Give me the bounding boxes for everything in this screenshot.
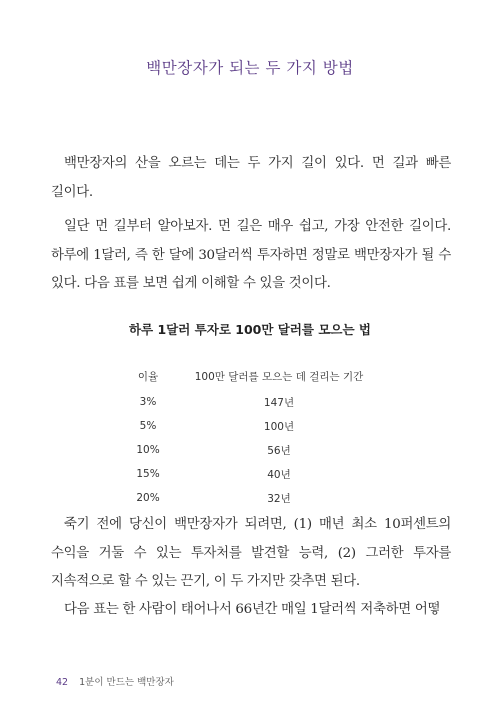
table-cell-rate: 3% — [139, 396, 157, 408]
table-header-row — [122, 362, 384, 390]
interest-rate-table — [122, 362, 384, 510]
table-row — [122, 462, 384, 486]
table-row — [122, 438, 384, 462]
table-title: 하루 1달러 투자로 100만 달러를 모으는 법 — [128, 322, 372, 337]
table-cell-duration: 40년 — [267, 468, 291, 481]
running-book-title: 1분이 만드는 백만장자 — [79, 677, 174, 688]
table-cell-duration: 147년 — [263, 396, 295, 409]
table-header-duration: 100만 달러를 모으는 데 걸리는 기간 — [194, 370, 364, 383]
body-paragraph: 백만장자의 산을 오르는 데는 두 가지 길이 있다. 먼 길과 빠른 길이다. — [51, 156, 451, 200]
table-cell-rate: 20% — [136, 492, 160, 504]
table-row — [122, 486, 384, 510]
table-cell-duration: 100년 — [263, 420, 295, 433]
table-row — [122, 390, 384, 414]
table-cell-rate: 5% — [139, 420, 157, 432]
table-cell-duration: 32년 — [267, 492, 291, 505]
table-cell-rate: 10% — [136, 444, 160, 456]
page-footer — [56, 674, 174, 688]
body-paragraph: 죽기 전에 당신이 백만장자가 되려면, (1) 매년 최소 10퍼센트의 수익을 거둘 수 있는 투자처를 발견할 능력, (2) 그러한 투자를 지속적으로 할 수 있는 끈기, 이 두 가지만 갖추면 된다. — [51, 517, 451, 589]
table-cell-rate: 15% — [136, 468, 160, 480]
table-header-rate: 이율 — [137, 370, 159, 383]
body-paragraph: 다음 표는 한 사람이 태어나서 66년간 매일 1달러씩 저축하면 어떻 — [64, 602, 441, 617]
chapter-title: 백만장자가 되는 두 가지 방법 — [146, 59, 354, 77]
page-number: 42 — [56, 677, 69, 688]
table-cell-duration: 56년 — [267, 444, 291, 457]
body-paragraph: 일단 먼 길부터 알아보자. 먼 길은 매우 쉽고, 가장 안전한 길이다. 하루에 1달러, 즉 한 달에 30달러씩 투자하면 정말로 백만장자가 될 수 있다. 다음 표를 보면 쉽게 이해할 수 있을 것이다. — [51, 219, 451, 291]
table-row — [122, 414, 384, 438]
